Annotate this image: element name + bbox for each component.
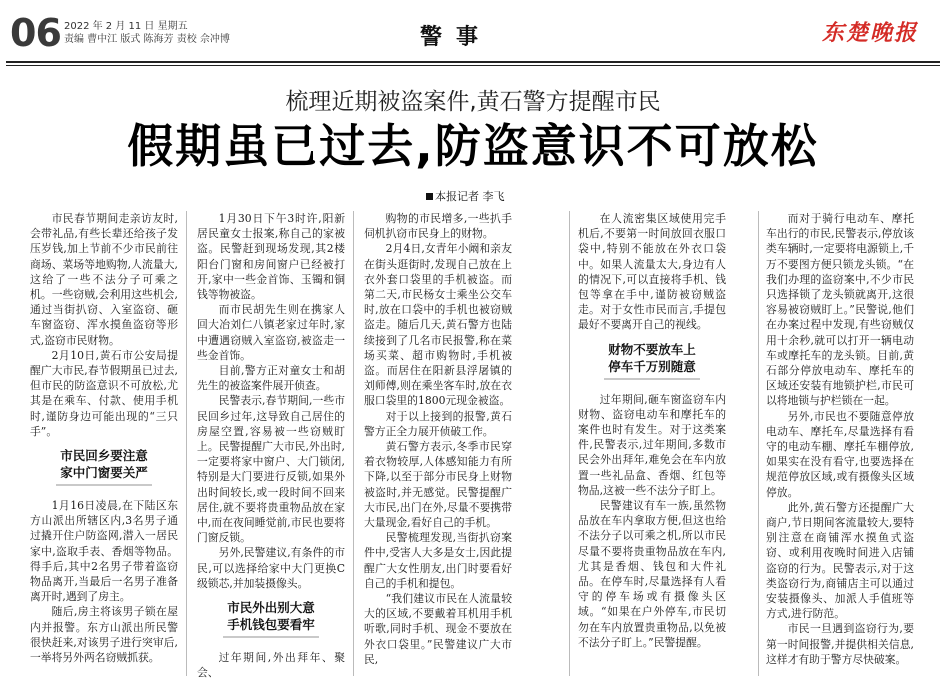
article-column-2 bbox=[197, 211, 345, 680]
subheading-underline bbox=[604, 378, 700, 380]
column-divider bbox=[758, 211, 759, 676]
masthead-meta bbox=[64, 20, 230, 46]
paragraph: 黄石警方表示,冬季市民穿着衣物较厚,人体感知能力有所下降,以至于部分市民身上财物被盗时,并无感觉。民警提醒广大市民,出门在外,尽量不要携带大量现金,看好自己的手机。 bbox=[364, 440, 512, 530]
paragraph: 过年期间,砸车窗盗窃车内财物、盗窃电动车和摩托车的案件也时有发生。对于这类案件,民警表示,过年期间,多数市民会外出拜年,难免会在车内放置一些礼品盒、香烟、红包等物品,这被一些不法分子盯上。 bbox=[578, 392, 726, 497]
article-column-4 bbox=[578, 211, 726, 680]
paragraph: 民警表示,春节期间,一些市民回乡过年,这导致自己居住的房屋空置,容易被一些窃贼盯上。民警提醒广大市民,外出时,一定要将家中窗户、大门锁闭,特别是大门要进行反锁,如果外出时间较长,或一段时间不回来居住,就不要将贵重物品放在家中,而在夜间睡觉前,市民也要将门窗反锁。 bbox=[197, 394, 345, 545]
paragraph: 而市民胡先生则在携家人回大冶刘仁八镇老家过年时,家中遭遇窃贼入室盗窃,被盗走一些金首饰。 bbox=[197, 303, 345, 362]
subheading bbox=[197, 599, 345, 638]
article-column-1 bbox=[30, 211, 178, 680]
article-subtitle: 梳理近期被盗案件,黄石警方提醒市民 bbox=[285, 89, 661, 115]
article-column-5 bbox=[766, 211, 914, 680]
subheading-line: 市民回乡要注意 bbox=[60, 448, 148, 464]
paragraph: 此外,黄石警方还提醒广大商户,节日期间客流量较大,要特别注意在商铺浑水摸鱼式盗窃、或利用夜晚时间进入店铺盗窃的行为。民警表示,对于这类盗窃行为,商铺店主可以通过安装摄像头、加派人手值班等方式,进行防范。 bbox=[766, 500, 914, 621]
paragraph: 2月4日,女青年小阚和亲友在街头逛街时,发现自己放在上衣外套口袋里的手机被盗。而第二天,市民杨女士乘坐公交车时,放在口袋中的手机也被窃贼盗走。随后几天,黄石警方也陆续接到了几名市民报警,称在菜场买菜、超市购物时,手机被盗。而居住在阳新县浮屠镇的刘师傅,则在乘坐客车时,放在衣服口袋里的1800元现金被盗。 bbox=[364, 242, 512, 408]
newspaper-logo-text: 东楚晚报 bbox=[822, 20, 919, 46]
paragraph: 目前,警方正对童女士和胡先生的被盗案件展开侦查。 bbox=[197, 364, 345, 393]
byline-text: 本报记者 李飞 bbox=[435, 190, 505, 203]
subheading-line: 家中门窗要关严 bbox=[60, 465, 148, 481]
staff-line: 责编 曹中江 版式 陈海芳 责校 佘冲博 bbox=[64, 34, 230, 45]
paragraph: 而对于骑行电动车、摩托车出行的市民,民警表示,停放该类车辆时,一定要将电源锁上,千万不要图方便只锁龙头锁。“在我们办理的盗窃案中,不少市民只选择锁了龙头锁就离开,这很容易被窃贼盯上。”民警说,他们在办案过程中发现,有些窃贼仅用十余秒,就可以打开一辆电动车或摩托车的龙头锁。目前,黄石部分停放电动车、摩托车的区域还安装有地锁护栏,市民可以将地锁与护栏锁在一起。 bbox=[766, 212, 914, 408]
page-number: 06 bbox=[10, 11, 61, 55]
paragraph: 1月16日凌晨,在下陆区东方山派出所辖区内,3名男子通过撬开住户防盗网,潜入一居民家中,盗取手表、香烟等物品。得手后,其中2名男子带着盗窃物品离开,当最后一名男子准备离开时,遇到了房主。 bbox=[30, 499, 178, 604]
subheading-line: 停车千万别随意 bbox=[608, 358, 696, 374]
paragraph: 市民春节期间走亲访友时,会带礼品,有些长辈还给孩子发压岁钱,加上节前不少市民前往商场、菜场等地购物,人流量大,这给了一些不法分子可乘之机。一些窃贼,会利用这些机会,通过当街扒窃、入室盗窃、砸车窗盗窃、浑水摸鱼盗窃等形式,盗窃市民财物。 bbox=[30, 212, 178, 347]
subheading-line: 财物不要放车上 bbox=[608, 341, 696, 357]
paragraph: 另外,市民也不要随意停放电动车、摩托车,尽量选择有看守的电动车棚、摩托车棚停放,如果实在没有看守,也要选择在规范停放区域,或有摄像头区域停放。 bbox=[766, 409, 914, 499]
newspaper-logo bbox=[820, 16, 938, 46]
paragraph: 民警梳理发现,当街扒窃案件中,受害人大多是女士,因此提醒广大女性朋友,出门时要看好自己的手机和提包。 bbox=[364, 531, 512, 590]
subheading bbox=[578, 341, 726, 380]
subheading-underline bbox=[223, 636, 319, 638]
paragraph: 购物的市民增多,一些扒手伺机扒窃市民身上的财物。 bbox=[364, 212, 512, 241]
paragraph: 市民一旦遇到盗窃行为,要第一时间报警,并提供相关信息,这样才有助于警方尽快破案。 bbox=[766, 622, 914, 666]
byline bbox=[426, 188, 505, 204]
subheading-line: 市民外出别大意 bbox=[227, 600, 315, 616]
column-divider bbox=[353, 211, 354, 676]
masthead-rule bbox=[6, 61, 940, 66]
paragraph: “我们建议市民在人流量较大的区域,不要戴着耳机用手机听歌,同时手机、现金不要放在外衣口袋里。”民警建议广大市民, bbox=[364, 592, 512, 666]
article-column-3 bbox=[364, 211, 512, 680]
paragraph: 2月10日,黄石市公安局提醒广大市民,春节假期虽已过去,但市民的防盗意识不可放松,尤其是在乘车、付款、使用手机时,谨防身边可能出现的“三只手”。 bbox=[30, 348, 178, 438]
paragraph: 过年期间,外出拜年、聚会、 bbox=[197, 651, 345, 680]
date-line: 2022 年 2 月 11 日 星期五 bbox=[64, 21, 188, 32]
paragraph: 另外,民警建议,有条件的市民,可以选择给家中大门更换C级锁芯,并加装摄像头。 bbox=[197, 546, 345, 590]
column-divider bbox=[186, 211, 187, 676]
column-divider bbox=[569, 211, 570, 676]
paragraph: 在人流密集区域使用完手机后,不要第一时间放回衣服口袋中,特别不能放在外衣口袋中。如果人流量太大,身边有人的情况下,可以直接将手机、钱包等拿在手中,谨防被窃贼盗走。对于女性市民而言,手提包最好不要离开自己的视线。 bbox=[578, 212, 726, 332]
section-title: 警事 bbox=[420, 25, 493, 50]
paragraph: 对于以上接到的报警,黄石警方正全力展开侦破工作。 bbox=[364, 409, 512, 438]
article-headline: 假期虽已过去,防盗意识不可放松 bbox=[127, 119, 819, 173]
square-bullet-icon bbox=[426, 193, 433, 200]
subheading-line: 手机钱包要看牢 bbox=[227, 617, 315, 633]
paragraph: 1月30日下午3时许,阳新居民童女士报案,称自己的家被盗。民警赶到现场发现,其2楼阳台门窗和房间窗户已经被打开,家中一些金首饰、玉镯和铜钱等物被盗。 bbox=[197, 212, 345, 302]
paragraph: 民警建议有车一族,虽然物品放在车内拿取方便,但这也给不法分子以可乘之机,所以市民尽量不要将贵重物品放在车内,尤其是香烟、钱包和大件礼品。在停车时,尽量选择有人看守的停车场或有摄像头区域。“如果在户外停车,市民切勿在车内放置贵重物品,以免被不法分子盯上。”民警提醒。 bbox=[578, 499, 726, 649]
paragraph: 随后,房主将该男子锁在屋内并报警。东方山派出所民警很快赶来,对该男子进行突审后,一举将另外两名窃贼抓获。 bbox=[30, 605, 178, 665]
subheading bbox=[30, 447, 178, 486]
subheading-underline bbox=[56, 484, 152, 486]
